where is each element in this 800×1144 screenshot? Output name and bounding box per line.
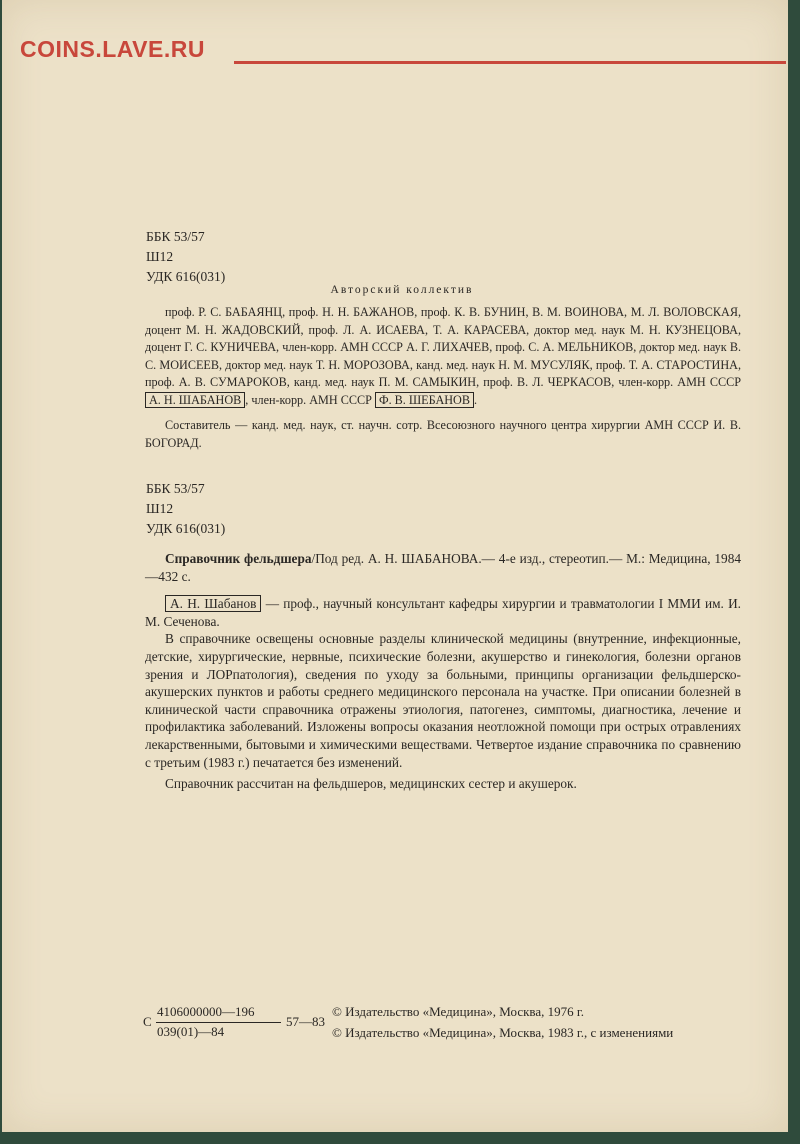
classification-codes-bottom <box>146 479 225 539</box>
book-title: Справочник фельдшера <box>165 551 312 566</box>
book-page <box>2 0 788 1132</box>
watermark: COINS.LAVE.RU <box>20 36 205 62</box>
index-denominator: 039(01)—84 <box>157 1024 225 1039</box>
index-right-code: 57—83 <box>286 1014 325 1029</box>
udk-code: УДК 616(031) <box>146 521 226 536</box>
bbk-code: ББК 53/57 <box>146 229 205 244</box>
udk-code: УДК 616(031) <box>146 269 226 284</box>
audience-note: Справочник рассчитан на фельдшеров, медицинских сестер и акушерок. <box>165 776 577 792</box>
book-description <box>145 550 741 793</box>
bibliographic-entry <box>145 550 741 585</box>
publication-index <box>143 1004 333 1044</box>
publication-footer <box>143 1004 743 1044</box>
authors-main-text: проф. Р. С. БАБАЯНЦ, проф. Н. Н. БАЖАНОВ, проф. К. В. БУНИН, В. М. ВОИНОВА, М. Л. ВОЛОВСКАЯ, доцент М. Н. ЖАДОВСКИЙ, проф. Л. А. ИСАЕВА, Т. А. КАРАСЕВА, доктор мед. наук М. Н. КУЗНЕЦОВА, доцент Г. С. КУНИЧЕВА, член-корр. АМН СССР А. Г. ЛИХАЧЕВ, проф. С. А. МЕЛЬНИКОВ, доктор мед. наук В. С. МОИСЕЕВ, доктор мед. наук Т. Н. МОРОЗОВА, канд. мед. наук Н. М. МУСУЛЯК, проф. Т. А. СТАРОСТИНА, проф. А. В. СУМАРОКОВ, канд. мед. наук П. М. САМЫКИН, проф. В. Л. ЧЕРКАСОВ, член-корр. АМН СССР <box>145 305 741 389</box>
abstract-paragraph: В справочнике освещены основные разделы клинической медицины (внутренние, инфекционные, детские, хирургические, нервные, психические болезни, акушерство и гинекология, болезни органов зрения и ЛОРпатология), сведения по уходу за больными, принципы организации фельдшерско-акушерских пунктов и работы среднего медицинского персонала на участке. При описании болезней в клинической части справочника отражены этиология, патогенез, симптомы, диагностика, лечение и профилактика заболеваний. Изложены вопросы оказания неотложной помощи при острых отравлениях лекарственными, бытовыми и химическими веществами. Четвертое издание справочника по сравнению с третьим (1983 г.) печатается без изменений. <box>145 631 741 770</box>
authors-mid-text: , член-корр. АМН СССР <box>245 392 372 407</box>
sh-code: Ш12 <box>146 249 174 264</box>
authors-collective-title: Авторский коллектив <box>330 284 474 296</box>
authors-list <box>145 304 741 409</box>
copyright-line-1: © Издательство «Медицина», Москва, 1976 г. <box>332 1004 585 1019</box>
book-title-rest: /Под ред. А. Н. ШАБАНОВА.— 4-е изд., стереотип.— М.: Медицина, 1984—432 с. <box>145 551 741 584</box>
watermark-underline <box>234 61 786 64</box>
editor-note <box>145 595 741 630</box>
copyright-line-2: © Издательство «Медицина», Москва, 1983 г., с изменениями <box>332 1025 674 1040</box>
fraction-line <box>156 1022 281 1023</box>
compiler-note: Составитель — канд. мед. наук, ст. научн. сотр. Всесоюзного научного центра хирургии АМН СССР И. В. БОГОРАД. <box>145 418 741 450</box>
bbk-code: ББК 53/57 <box>146 481 205 496</box>
index-letter: С <box>143 1014 152 1029</box>
boxed-name-shabanov: А. Н. ШАБАНОВ <box>145 392 245 408</box>
editor-name: А. Н. Шабанов <box>165 595 261 612</box>
boxed-name-shebanov: Ф. В. ШЕБАНОВ <box>375 392 474 408</box>
authors-block <box>145 304 741 452</box>
editor-description: — проф., научный консультант кафедры хирургии и травматологии I ММИ им. И. М. Сеченова. <box>145 596 741 629</box>
classification-codes-top <box>146 227 225 287</box>
index-numerator: 4106000000—196 <box>157 1004 255 1019</box>
sh-code: Ш12 <box>146 501 174 516</box>
authors-end-text: . <box>474 392 478 407</box>
